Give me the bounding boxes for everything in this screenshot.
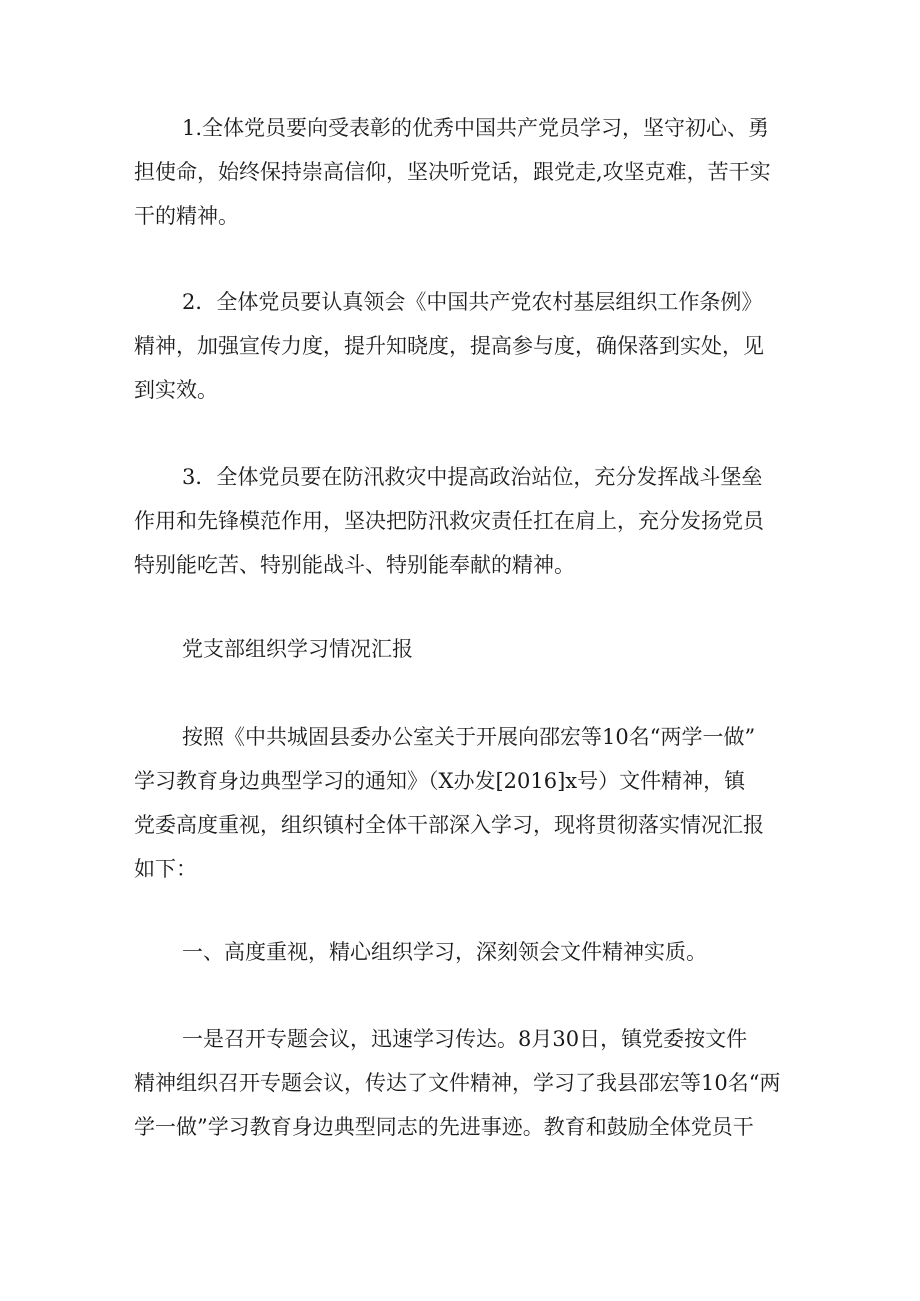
text-line: 按照《中共城固县委办公室关于开展向邵宏等10名“两学一做” xyxy=(182,725,756,749)
heading-line: 党支部组织学习情况汇报 xyxy=(182,637,413,661)
intro-paragraph xyxy=(134,715,786,891)
text-line: 2．全体党员要认真领会《中国共产党农村基层组织工作条例》 xyxy=(182,290,763,314)
section-heading-1 xyxy=(134,930,786,974)
text-line: 如下： xyxy=(134,857,197,881)
text-line: 3．全体党员要在防汛救灾中提高政治站位，充分发挥战斗堡垒 xyxy=(182,465,763,489)
text-line: 干的精神。 xyxy=(134,204,239,228)
heading-line: 一、高度重视，精心组织学习，深刻领会文件精神实质。 xyxy=(182,940,707,964)
section-body-1 xyxy=(134,1017,786,1149)
report-title xyxy=(134,627,786,671)
text-line: 特别能吃苦、特别能战斗、特别能奉献的精神。 xyxy=(134,553,575,577)
text-line: 学一做”学习教育身边典型同志的先进事迹。教育和鼓励全体党员干 xyxy=(134,1115,754,1139)
numbered-item-3 xyxy=(134,455,786,587)
text-line: 精神，加强宣传力度，提升知晓度，提高参与度，确保落到实处，见 xyxy=(134,334,764,358)
text-line: 作用和先锋模范作用，坚决把防汛救灾责任扛在肩上，充分发扬党员 xyxy=(134,509,764,533)
text-line: 一是召开专题会议，迅速学习传达。8月30日，镇党委按文件 xyxy=(182,1027,748,1051)
text-line: 担使命，始终保持崇高信仰，坚决听党话，跟党走,攻坚克难，苦干实 xyxy=(134,160,771,184)
text-line: 精神组织召开专题会议，传达了文件精神，学习了我县邵宏等10名“两 xyxy=(134,1071,781,1095)
text-line: 学习教育身边典型学习的通知》（X办发[2016]x号）文件精神，镇 xyxy=(134,769,746,793)
numbered-item-2 xyxy=(134,280,786,412)
numbered-item-1 xyxy=(134,106,786,238)
text-line: 1.全体党员要向受表彰的优秀中国共产党员学习，坚守初心、勇 xyxy=(182,116,770,140)
text-line: 党委高度重视，组织镇村全体干部深入学习，现将贯彻落实情况汇报 xyxy=(134,813,764,837)
text-line: 到实效。 xyxy=(134,378,218,402)
